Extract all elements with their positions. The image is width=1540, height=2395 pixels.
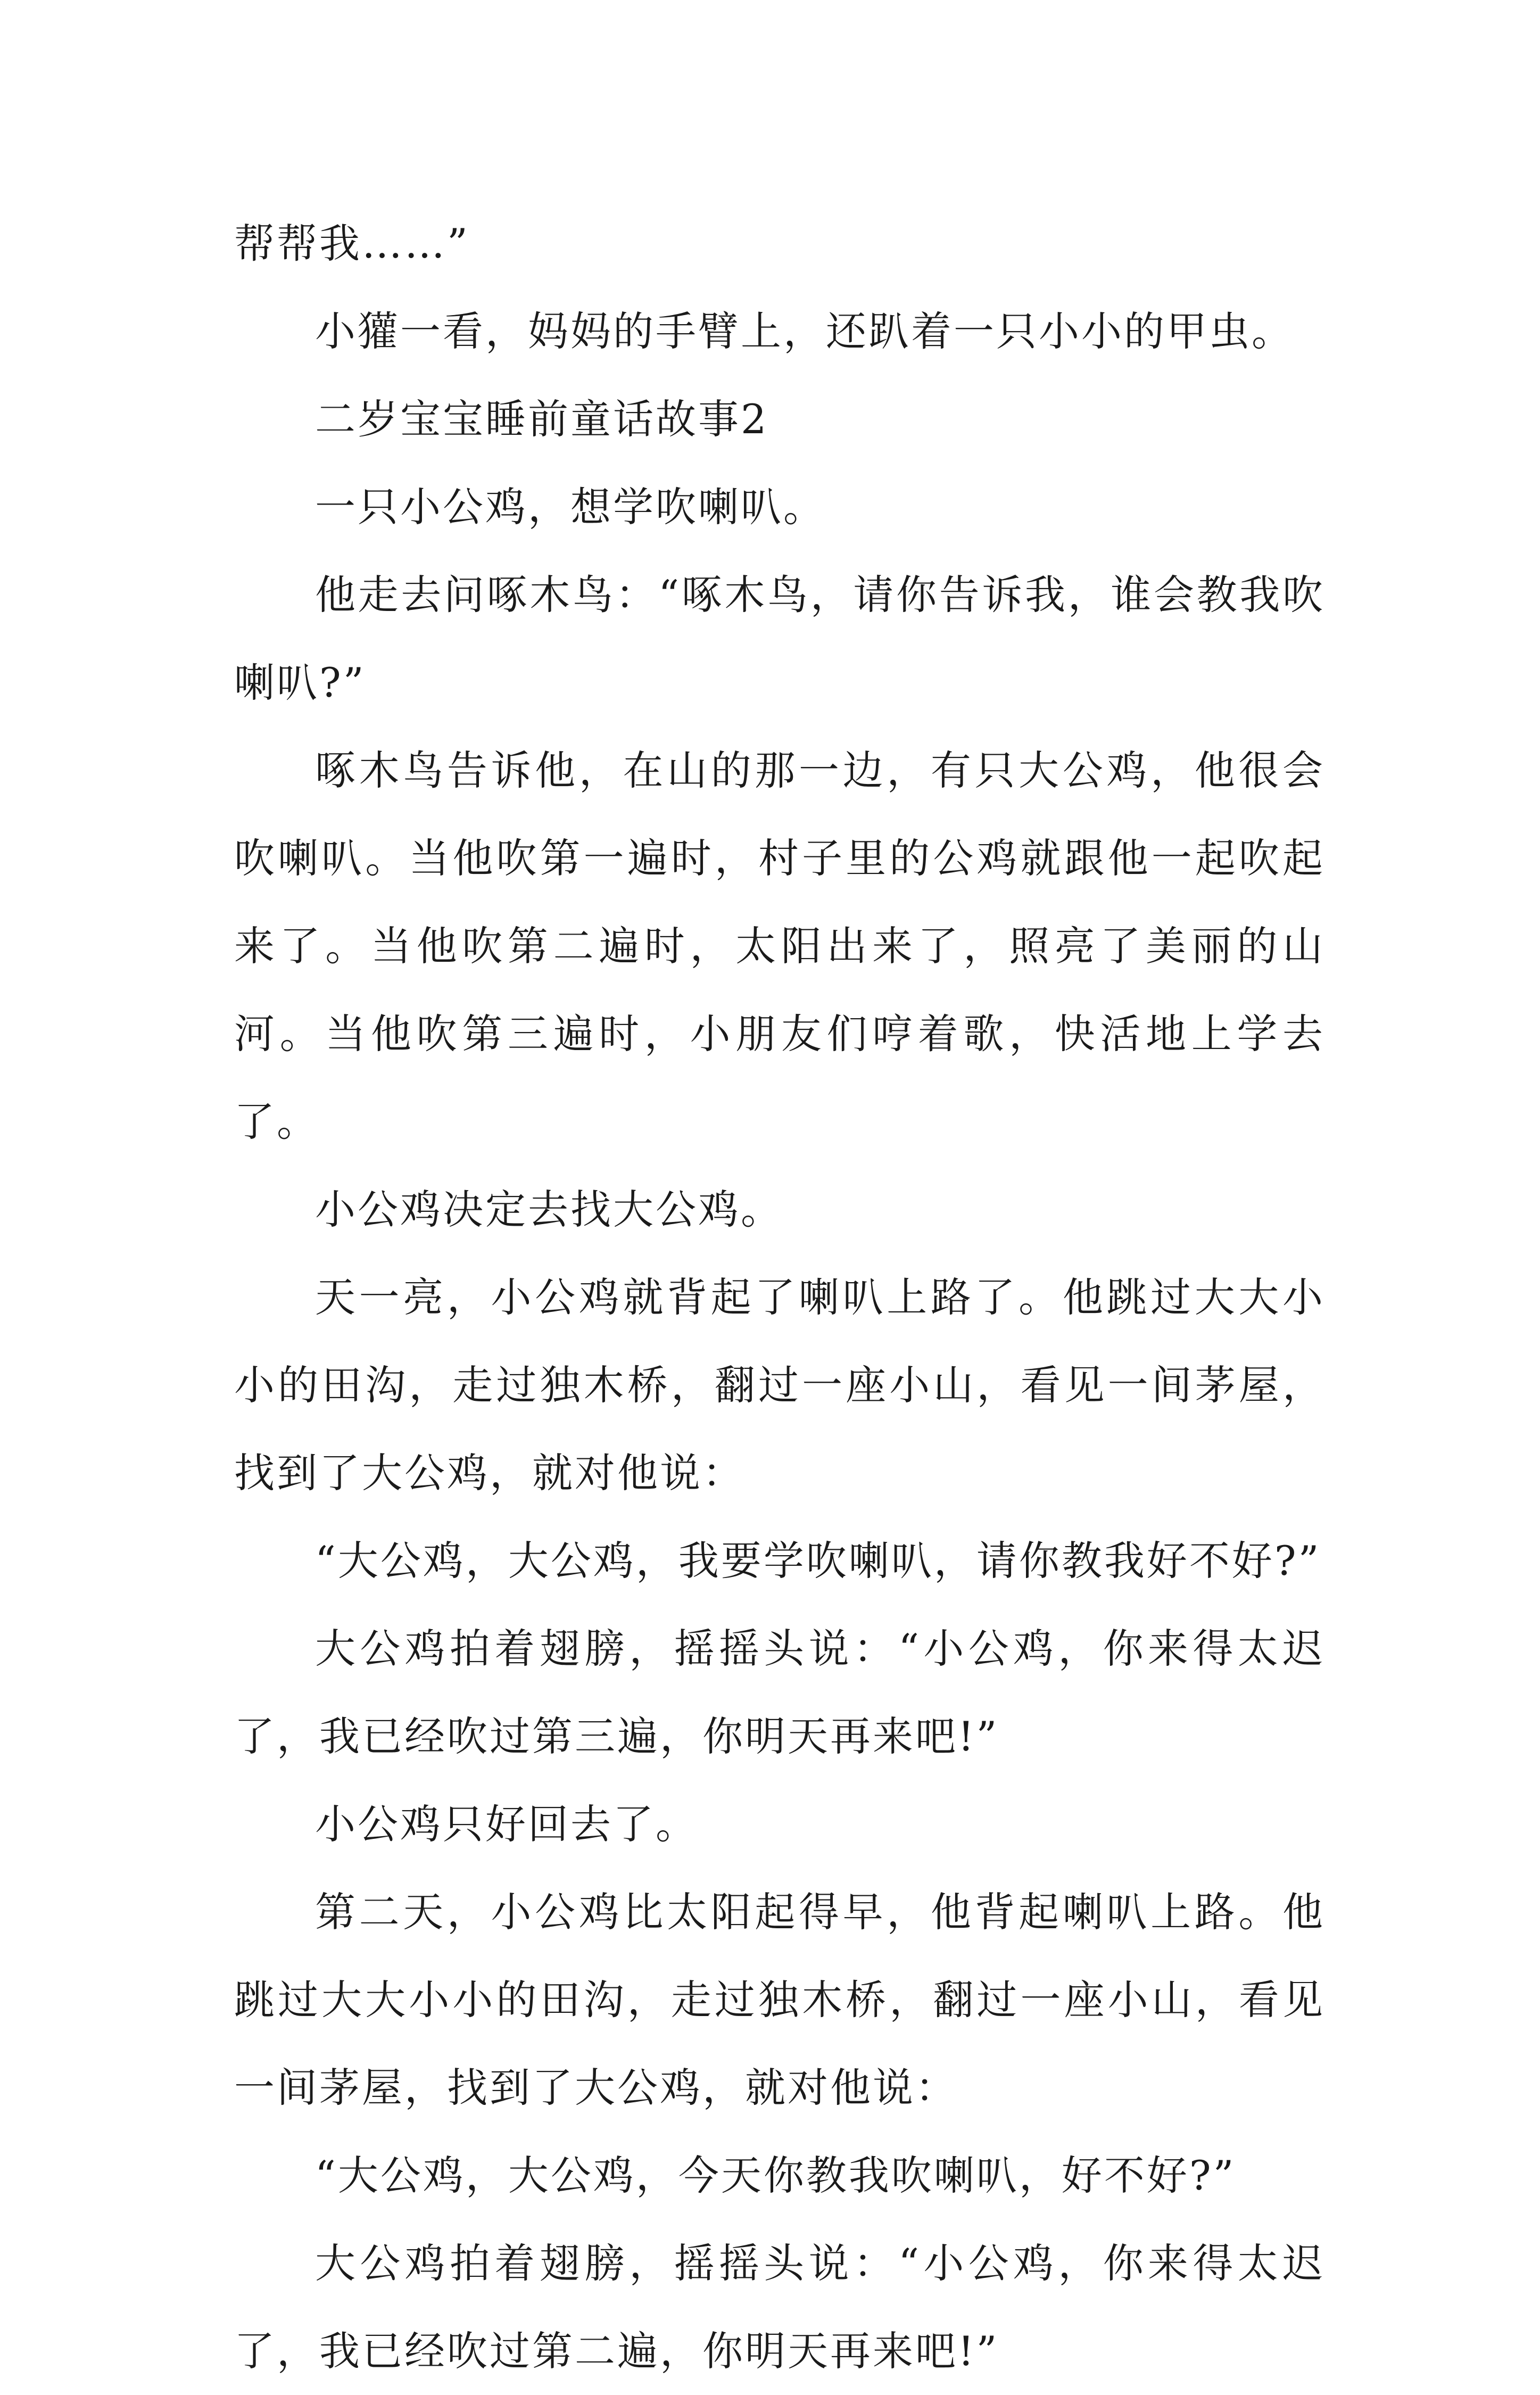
paragraph: 天一亮，小公鸡就背起了喇叭上路了。他跳过大大小小的田沟，走过独木桥，翻过一座小山，看见一间茅屋，找到了大公鸡，就对他说：: [234, 1274, 1325, 1497]
paragraph: 第二天，小公鸡比太阳起得早，他背起喇叭上路。他跳过大大小小的田沟，走过独木桥，翻过一座小山，看见一间茅屋，找到了大公鸡，就对他说：: [234, 1888, 1325, 2111]
story-heading: 二岁宝宝睡前童话故事2: [315, 395, 769, 443]
paragraph: 大公鸡拍着翅膀，摇摇头说：“小公鸡，你来得太迟了，我已经吹过第三遍，你明天再来吧!”: [234, 1625, 1325, 1760]
quote-paragraph: “大公鸡，大公鸡，我要学吹喇叭，请你教我好不好?”: [315, 1537, 1321, 1584]
paragraph-continuation: 帮帮我……”: [234, 220, 470, 267]
paragraph: 小公鸡决定去找大公鸡。: [315, 1186, 783, 1233]
paragraph: 小公鸡只好回去了。: [315, 1801, 698, 1848]
paragraph: 啄木鸟告诉他，在山的那一边，有只大公鸡，他很会吹喇叭。当他吹第一遍时，村子里的公鸡就跟他一起吹起来了。当他吹第二遍时，太阳出来了，照亮了美丽的山河。当他吹第三遍时，小朋友们哼着歌，快活地上学去了。: [234, 747, 1325, 1145]
paragraph: 大公鸡拍着翅膀，摇摇头说：“小公鸡，你来得太迟了，我已经吹过第二遍，你明天再来吧!”: [234, 2240, 1325, 2375]
quote-paragraph: “大公鸡，大公鸡，今天你教我吹喇叭，好不好?”: [315, 2152, 1236, 2199]
paragraph: 一只小公鸡，想学吹喇叭。: [315, 483, 826, 531]
document-body: [234, 200, 1325, 2395]
paragraph: 他走去问啄木鸟：“啄木鸟，请你告诉我，谁会教我吹喇叭?”: [234, 571, 1325, 706]
paragraph: 小獾一看，妈妈的手臂上，还趴着一只小小的甲虫。: [315, 308, 1294, 355]
